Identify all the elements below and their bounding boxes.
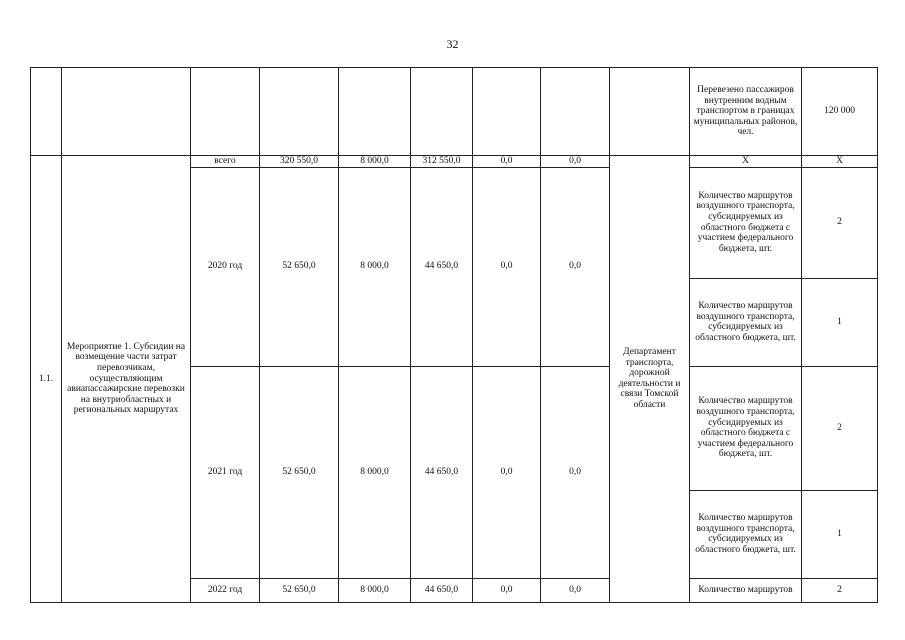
indicator-value: 120 000	[802, 68, 878, 156]
total-cell: 320 550,0	[260, 156, 339, 168]
indicator-value: 2	[802, 578, 878, 602]
indicator-value: 2	[802, 366, 878, 490]
federal-cell: 8 000,0	[339, 167, 411, 366]
executor-cell: Департамент транспорта, дорожной деятельности и связи Томской области	[610, 156, 690, 603]
indicator-cell: Количество маршрутов воздушного транспорта, субсидируемых из областного бюджета с участием федерального бюджета, шт.	[690, 167, 802, 278]
program-table	[30, 67, 878, 603]
indicator-cell: Количество маршрутов воздушного транспорта, субсидируемых из областного бюджета, шт.	[690, 278, 802, 366]
other-cell: 0,0	[541, 366, 610, 578]
local-cell: 0,0	[473, 366, 541, 578]
period-cell: всего	[191, 156, 260, 168]
other-cell: 0,0	[541, 578, 610, 602]
regional-cell: 44 650,0	[411, 366, 473, 578]
regional-cell: 44 650,0	[411, 578, 473, 602]
indicator-cell: Количество маршрутов	[690, 578, 802, 602]
cell-empty	[62, 68, 191, 156]
indicator-value: 1	[802, 278, 878, 366]
indicator-value: 2	[802, 167, 878, 278]
federal-cell: 8 000,0	[339, 156, 411, 168]
federal-cell: 8 000,0	[339, 366, 411, 578]
cell-empty	[411, 68, 473, 156]
total-cell: 52 650,0	[260, 167, 339, 366]
section-name: Мероприятие 1. Субсидии на возмещение части затрат перевозчикам, осуществляющим авиапассажирские перевозки на внутриобластных и региональных маршрутах	[62, 156, 191, 603]
period-cell: 2021 год	[191, 366, 260, 578]
cell-empty	[610, 68, 690, 156]
indicator-value: Х	[802, 156, 878, 168]
total-row	[31, 156, 878, 168]
continuation-row	[31, 68, 878, 156]
other-cell: 0,0	[541, 156, 610, 168]
cell-empty	[191, 68, 260, 156]
federal-cell: 8 000,0	[339, 578, 411, 602]
indicator-cell: Х	[690, 156, 802, 168]
page-number: 32	[446, 37, 459, 51]
regional-cell: 44 650,0	[411, 167, 473, 366]
cell-empty	[541, 68, 610, 156]
local-cell: 0,0	[473, 578, 541, 602]
other-cell: 0,0	[541, 167, 610, 366]
cell-empty	[473, 68, 541, 156]
cell-empty	[339, 68, 411, 156]
total-cell: 52 650,0	[260, 366, 339, 578]
indicator-cell: Перевезено пассажиров внутренним водным транспортом в границах муниципальных районов, чел.	[690, 68, 802, 156]
cell-empty	[260, 68, 339, 156]
regional-cell: 312 550,0	[411, 156, 473, 168]
section-number: 1.1.	[31, 156, 62, 603]
local-cell: 0,0	[473, 156, 541, 168]
indicator-cell: Количество маршрутов воздушного транспорта, субсидируемых из областного бюджета с участием федерального бюджета, шт.	[690, 366, 802, 490]
total-cell: 52 650,0	[260, 578, 339, 602]
local-cell: 0,0	[473, 167, 541, 366]
cell-empty	[31, 68, 62, 156]
period-cell: 2020 год	[191, 167, 260, 366]
indicator-cell: Количество маршрутов воздушного транспорта, субсидируемых из областного бюджета, шт.	[690, 490, 802, 578]
period-cell: 2022 год	[191, 578, 260, 602]
indicator-value: 1	[802, 490, 878, 578]
